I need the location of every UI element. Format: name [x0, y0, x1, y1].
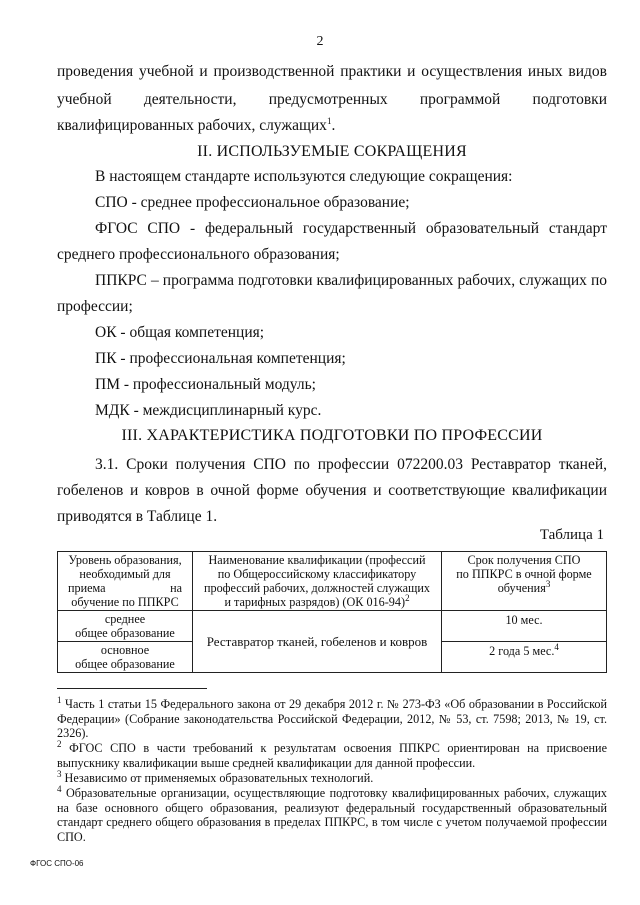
cell-duration: 2 года 5 мес.$^4$ — [442, 642, 607, 673]
cell-duration: 10 мес. — [442, 611, 607, 642]
abbr-ppkrs-line-2: профессии; — [57, 298, 133, 315]
section-3-para-line-1: 3.1. Сроки получения СПО по профессии 072200.03 Реставратор тканей, — [95, 456, 607, 473]
footnote-ref: 4 — [554, 641, 559, 652]
section-2-intro: В настоящем стандарте используются следующие сокращения: — [95, 168, 513, 185]
footnote-ref: 1 — [326, 115, 332, 126]
intro-line-1: проведения учебной и производственной практики и осуществления иных видов — [57, 63, 607, 80]
intro-line-2 — [57, 87, 607, 113]
section-2-title: II. ИСПОЛЬЗУЕМЫЕ СОКРАЩЕНИЯ — [197, 143, 467, 160]
footnote-3: $^3$ Независимо от применяемых образовательных технологий. — [57, 768, 374, 785]
footnote-ref: 2 — [405, 592, 410, 603]
footer-document-code: ФГОС СПО-06 — [30, 859, 84, 868]
footnote-2: $^2$ ФГОС СПО в части требований к результатам освоения ППКРС ориентирован на присвоение выпускнику квалификации выше средней квалификации для данной профессии. — [57, 738, 607, 770]
abbr-ok: ОК - общая компетенция; — [95, 324, 265, 341]
table-header-row — [58, 552, 607, 611]
abbr-pm: ПМ - профессиональный модуль; — [95, 376, 316, 393]
intro-word: предусмотренных — [268, 91, 388, 108]
footnote-separator — [57, 688, 207, 689]
abbr-mdk: МДК - междисциплинарный курс. — [95, 402, 322, 419]
cell-qualification: Реставратор тканей, гобеленов и ковров — [193, 611, 442, 673]
header-education-level: Уровень образования, необходимый для приема на обучение по ППКРС — [58, 552, 193, 611]
table-row — [58, 611, 607, 642]
cell-education-level: основное общее образование — [58, 642, 193, 673]
intro-word: деятельности, — [143, 91, 237, 108]
header-duration: Срок получения СПО по ППКРС в очной форме обучения$^3$ — [442, 552, 607, 611]
footnote-1: $^1$ Часть 1 статьи 15 Федерального закона от 29 декабря 2012 г. № 273-ФЗ «Об образовании в Российской Федерации» (Собрание законодательства Российской Федерации, 2012, № 53, ст. 7598; 2013, № 19, ст. 2326). — [57, 694, 607, 741]
header-qualification-name: Наименование квалификации (профессий по Общероссийскому классификатору профессий рабочих, должностей служащих и тарифных разрядов) (ОК 016-94)$^2$ — [193, 552, 442, 611]
footnote-ref: 3 — [545, 578, 551, 589]
abbr-spo: СПО - среднее профессиональное образование; — [95, 194, 410, 211]
intro-line-3: квалифицированных рабочих, служащих$^1$. — [57, 115, 336, 134]
section-3-title: III. ХАРАКТЕРИСТИКА ПОДГОТОВКИ ПО ПРОФЕССИИ — [121, 427, 543, 444]
intro-word: подготовки — [532, 91, 607, 108]
abbr-fgos-line-1: ФГОС СПО - федеральный государственный образовательный стандарт — [95, 220, 607, 237]
intro-word: программой — [419, 91, 501, 108]
qualification-table — [57, 551, 607, 673]
page-number: 2 — [316, 34, 324, 49]
abbr-pk: ПК - профессиональная компетенция; — [95, 350, 346, 367]
section-3-para-line-2: гобеленов и ковров в очной форме обучения и соответствующие квалификации — [57, 482, 607, 499]
abbr-ppkrs-line-1: ППКРС – программа подготовки квалифицированных рабочих, служащих по — [95, 272, 607, 289]
cell-education-level: среднее общее образование — [58, 611, 193, 642]
footnote-4: $^4$ Образовательные организации, осуществляющие подготовку квалифицированных рабочих, служащих на базе основного общего образования, реализуют федеральный государственный образовательный стандарт среднего общего образования в пределах ППКРС, в том числе с учетом получаемой профессии СПО. — [57, 783, 607, 844]
section-3-para-line-3: приводятся в Таблице 1. — [57, 508, 218, 525]
abbr-fgos-line-2: среднего профессионального образования; — [57, 246, 340, 263]
table-caption: Таблица 1 — [539, 527, 604, 543]
intro-word: учебной — [57, 91, 112, 108]
